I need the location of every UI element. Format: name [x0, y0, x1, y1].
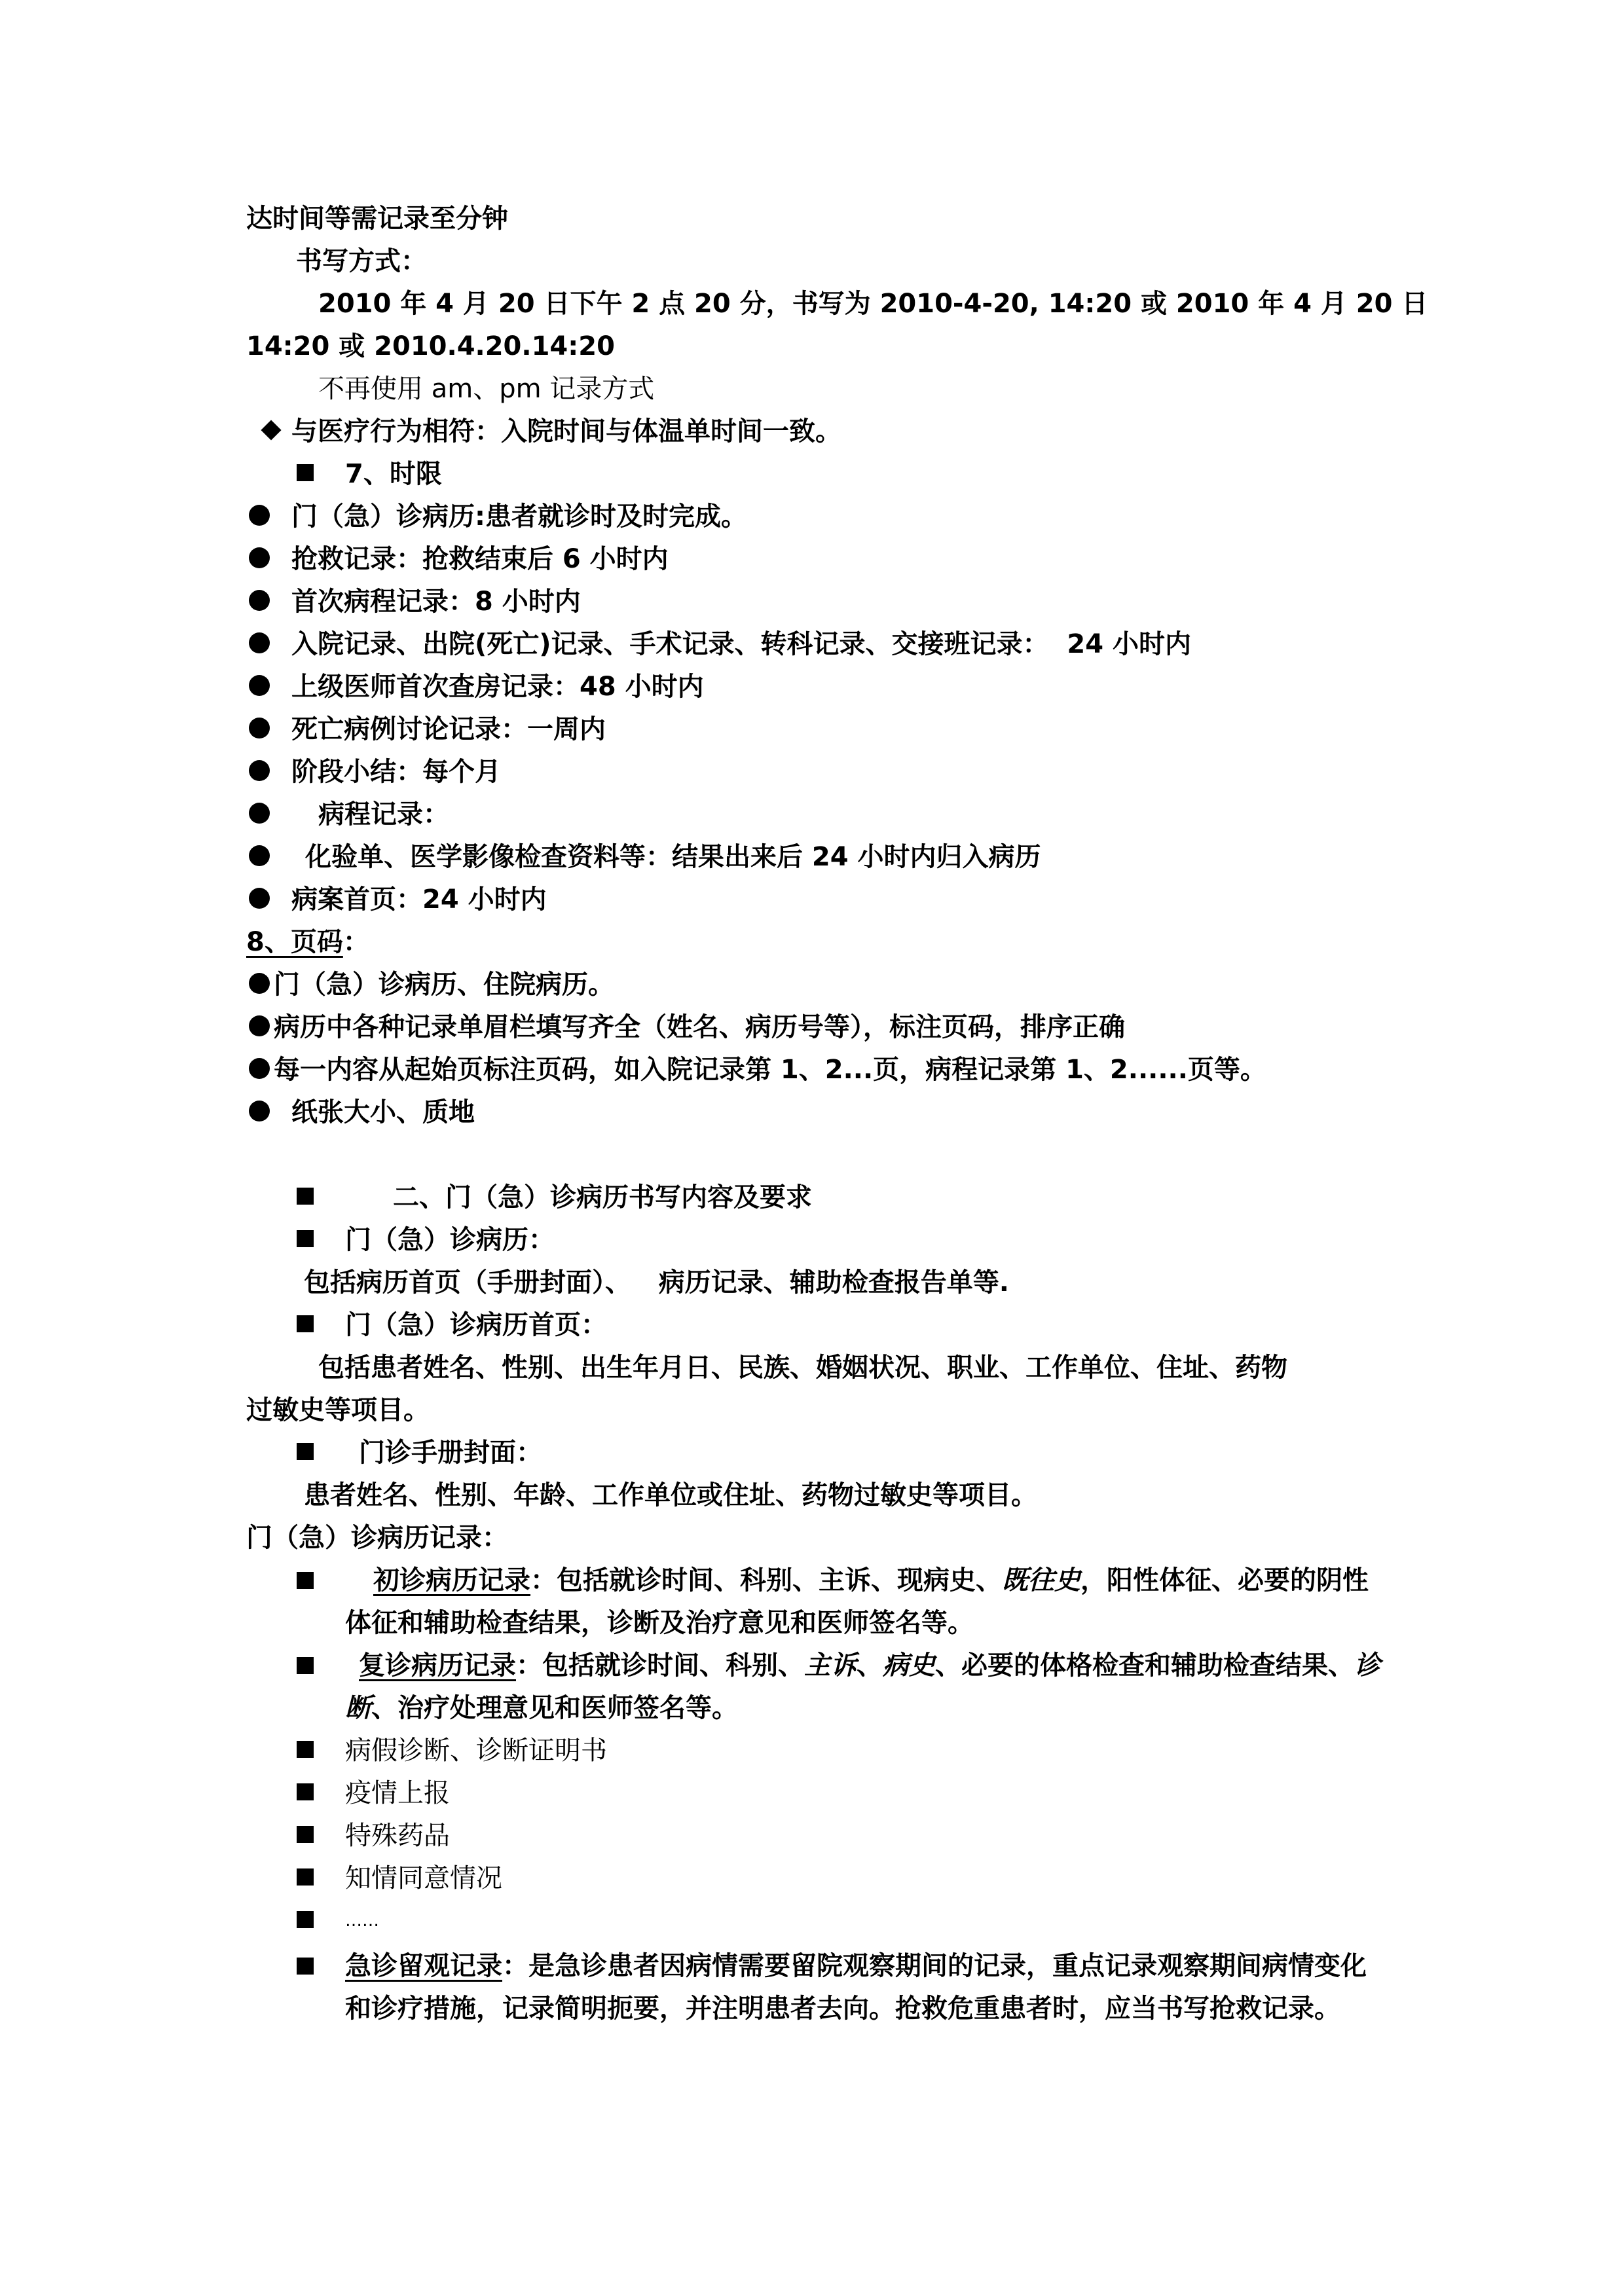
- initial-visit-text-cont: ，阳性体征、必要的阴性体征和辅助检查结果，诊断及治疗意见和医师签名等。: [345, 1565, 1369, 1638]
- round-bullet-icon: [249, 590, 270, 611]
- initial-visit-text: 包括就诊时间、科别、主诉、现病史、: [557, 1565, 1002, 1595]
- heading-text: 8、页码: [246, 927, 343, 957]
- square-bullet-icon: [297, 1958, 314, 1975]
- round-bullet-icon: [249, 973, 270, 994]
- list-item-text: 病程记录：: [318, 799, 449, 829]
- list-item: [246, 623, 1382, 666]
- heading-text: 7、时限: [345, 459, 442, 489]
- list-item-text: 死亡病例讨论记录：一周内: [291, 714, 606, 744]
- list-item: [246, 708, 1382, 751]
- subheading: [246, 1432, 1382, 1474]
- square-bullet-icon: [297, 1315, 314, 1332]
- initial-visit-label: 初诊病历记录: [373, 1565, 530, 1595]
- list-item: [246, 1049, 1382, 1091]
- blank-line: [246, 1134, 1382, 1176]
- diamond-bullet-icon: [261, 420, 281, 440]
- list-item: [246, 1815, 1382, 1857]
- no-ampm-note: 不再使用 am、pm 记录方式: [318, 374, 655, 404]
- date-example-line1: 2010 年 4 月 20 日下午 2 点 20 分，书写为 2010-4-20, 14:20 或 2010 年 4 月 20 日: [318, 289, 1428, 319]
- text-line: [246, 1347, 1382, 1389]
- list-item-text: 知情同意情况: [345, 1863, 502, 1893]
- italic-term: 主诉: [804, 1650, 857, 1681]
- text-line: [246, 1262, 1382, 1304]
- list-item-initial-visit: [246, 1559, 1382, 1645]
- colon: ：: [530, 1565, 557, 1595]
- list-item: [246, 1730, 1382, 1772]
- first-page-description-cont: 过敏史等项目。: [246, 1395, 430, 1425]
- square-bullet-icon: [297, 1188, 314, 1205]
- subheading: [246, 1219, 1382, 1262]
- list-item-text: 门（急）诊病历:患者就诊时及时完成。: [291, 501, 747, 532]
- list-item-text: 抢救记录：抢救结束后 6 小时内: [291, 544, 669, 574]
- list-item-text: 疫情上报: [345, 1778, 450, 1808]
- date-example-line2: 14:20 或 2010.4.20.14:20: [246, 331, 615, 361]
- subheading-text: 门（急）诊病历：: [345, 1225, 555, 1255]
- list-item-follow-up: [246, 1645, 1382, 1730]
- observation-text: 是急诊患者因病情需要留院观察期间的记录，重点记录观察期间病情变化和诊疗措施，记录简明扼要，并注明患者去向。抢救危重患者时，应当书写抢救记录。: [345, 1951, 1367, 2024]
- list-item: [246, 1772, 1382, 1815]
- round-bullet-icon: [249, 845, 270, 866]
- list-item-text: 特殊药品: [345, 1821, 450, 1851]
- writing-method-label: 书写方式：: [296, 246, 427, 276]
- round-bullet-icon: [249, 675, 270, 696]
- italic-term: 病史: [883, 1650, 935, 1681]
- list-item: [246, 666, 1382, 708]
- first-page-description: 包括患者姓名、性别、出生年月日、民族、婚姻状况、职业、工作单位、住址、药物: [318, 1353, 1287, 1383]
- separator: 、: [857, 1650, 883, 1681]
- square-bullet-icon: [297, 1443, 314, 1460]
- list-item: [246, 1900, 1382, 1942]
- follow-up-text-end: 、治疗处理意见和医师签名等。: [371, 1693, 738, 1723]
- square-bullet-icon: [297, 1230, 314, 1247]
- round-bullet-icon: [249, 547, 270, 568]
- subheading-text: 门诊手册封面：: [359, 1438, 542, 1468]
- list-item: [246, 1857, 1382, 1900]
- follow-up-label: 复诊病历记录: [359, 1650, 516, 1681]
- square-bullet-icon: [297, 464, 314, 481]
- italic-term: 既往史: [1002, 1565, 1080, 1595]
- round-bullet-icon: [249, 632, 270, 653]
- consistency-rule: 与医疗行为相符：入院时间与体温单时间一致。: [291, 416, 841, 446]
- text-line: [246, 410, 1382, 453]
- list-item-text: 每一内容从起始页标注页码，如入院记录第 1、2...页，病程记录第 1、2......页等。: [274, 1055, 1266, 1085]
- round-bullet-icon: [249, 760, 270, 781]
- text-line: [246, 283, 1428, 325]
- text-line: [246, 368, 1382, 410]
- list-item: [246, 1091, 1382, 1134]
- records-heading: 门（急）诊病历记录：: [246, 1523, 508, 1553]
- list-item-text: 门（急）诊病历、住院病历。: [274, 970, 614, 1000]
- text-line: [246, 240, 1382, 283]
- subheading: [246, 1304, 1382, 1347]
- round-bullet-icon: [249, 803, 270, 824]
- square-bullet-icon: [297, 1826, 314, 1843]
- heading-colon: ：: [342, 927, 369, 957]
- round-bullet-icon: [249, 1015, 270, 1036]
- list-item: [246, 879, 1382, 921]
- text-line: [246, 198, 1382, 240]
- colon: ：: [502, 1951, 528, 1981]
- title-text: 二、门（急）诊病历书写内容及要求: [393, 1182, 812, 1212]
- document-page: [246, 198, 1428, 2030]
- list-item-text: 入院记录、出院(死亡)记录、手术记录、转科记录、交接班记录： 24 小时内: [291, 629, 1192, 659]
- list-item: [246, 793, 1382, 836]
- list-item-text: 阶段小结：每个月: [291, 757, 501, 787]
- square-bullet-icon: [297, 1572, 314, 1589]
- text-line: [246, 325, 1382, 368]
- list-item: [246, 496, 1382, 538]
- list-item-text: 上级医师首次查房记录：48 小时内: [291, 672, 704, 702]
- text-line: [246, 1517, 1382, 1559]
- list-item: [246, 964, 1382, 1006]
- list-item-text: 病假诊断、诊断证明书: [345, 1736, 607, 1766]
- list-item-text: 纸张大小、质地: [291, 1097, 475, 1127]
- round-bullet-icon: [249, 718, 270, 738]
- square-bullet-icon: [297, 1868, 314, 1886]
- list-item: [246, 836, 1382, 879]
- time-precision-text: 达时间等需记录至分钟: [246, 204, 508, 234]
- text-line: [246, 1389, 1382, 1432]
- section-heading-page-number: [246, 921, 1382, 964]
- cover-description: 患者姓名、性别、年龄、工作单位或住址、药物过敏史等项目。: [304, 1480, 1037, 1510]
- list-item-text: 化验单、医学影像检查资料等：结果出来后 24 小时内归入病历: [305, 842, 1041, 872]
- round-bullet-icon: [249, 888, 270, 909]
- text-line: [246, 1474, 1382, 1517]
- list-item-text: 病案首页：24 小时内: [291, 884, 547, 915]
- round-bullet-icon: [249, 1101, 270, 1121]
- list-item: [246, 751, 1382, 793]
- square-bullet-icon: [297, 1657, 314, 1674]
- list-item-observation: [246, 1945, 1382, 2030]
- subheading-text: 门（急）诊病历首页：: [345, 1310, 607, 1340]
- record-description: 包括病历首页（手册封面）、 病历记录、辅助检查报告单等.: [304, 1267, 1009, 1298]
- colon: ：: [516, 1650, 542, 1681]
- section-heading-time-limit: [246, 453, 1382, 496]
- list-item-text: ……: [345, 1911, 379, 1931]
- round-bullet-icon: [249, 505, 270, 526]
- follow-up-text: 包括就诊时间、科别、: [542, 1650, 804, 1681]
- list-item: [246, 581, 1382, 623]
- round-bullet-icon: [249, 1058, 270, 1079]
- square-bullet-icon: [297, 1741, 314, 1758]
- italic-term: 诊断: [345, 1650, 1380, 1723]
- section-title: [246, 1176, 1382, 1219]
- list-item-text: 首次病程记录：8 小时内: [291, 587, 581, 617]
- follow-up-text-cont: 、必要的体格检查和辅助检查结果、: [935, 1650, 1354, 1681]
- list-item: [246, 1006, 1382, 1049]
- square-bullet-icon: [297, 1911, 314, 1928]
- observation-label: 急诊留观记录: [345, 1951, 502, 1981]
- list-item: [246, 538, 1382, 581]
- square-bullet-icon: [297, 1783, 314, 1800]
- list-item-text: 病历中各种记录单眉栏填写齐全（姓名、病历号等），标注页码，排序正确: [274, 1012, 1125, 1042]
